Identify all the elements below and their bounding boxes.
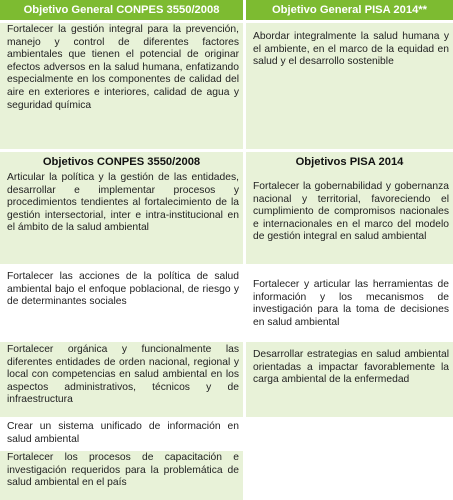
conpes-objective-text: Articular la política y la gestión de las entidades, desarrollar e implementar procesos y procedimientos tendientes al fortalecimiento de la gestión intersectorial, inter e intra-institucional en el ámbito de la salud ambiental: [7, 172, 239, 234]
general-pisa-text: Abordar integralmente la salud humana y el ambiente, en el marco de la equidad en salud y el desarrollo sostenible: [253, 31, 449, 68]
pisa-objective-item: [246, 342, 453, 417]
column-divider: [243, 0, 246, 500]
general-conpes-text: Fortalecer la gestión integral para la prevención, manejo y control de diferentes factores ambientales que tienen el potencial de originar efectos adversos en la salud humana, enfatizando especialmente en los componentes de calidad del aire en exteriores e interiores, calidad de agua y seguridad química: [7, 24, 239, 111]
pisa-objective-text: Desarrollar estrategias en salud ambiental orientadas a impactar favorablemente la carga ambiental de la enfermedad: [253, 349, 449, 386]
conpes-objective-item: [0, 267, 243, 339]
conpes-objective-text: Fortalecer las acciones de la política de salud ambiental bajo el enfoque poblacional, de riesgo y de determinantes sociales: [7, 271, 239, 308]
conpes-objective-item: [0, 171, 243, 264]
header-general-pisa: Objetivo General PISA 2014**: [246, 0, 453, 20]
conpes-objective-item: [0, 342, 243, 417]
conpes-objective-text: Fortalecer orgánica y funcionalmente las diferentes entidades de orden nacional, regional y local con competencias en salud ambiental en los aspectos administrativos, técnicos y de infraestructura: [7, 344, 239, 406]
general-pisa-cell: [246, 23, 453, 149]
pisa-empty-cell: [246, 420, 453, 500]
header-objetivos-pisa: Objetivos PISA 2014: [246, 152, 453, 171]
general-conpes-cell: [0, 23, 243, 149]
pisa-objective-item: [246, 171, 453, 264]
conpes-objective-item: [0, 451, 243, 500]
conpes-objective-text: Crear un sistema unificado de información en salud ambiental: [7, 421, 239, 445]
pisa-objective-text: Fortalecer la gobernabilidad y gobernanza nacional y territorial, favoreciendo el cumplimiento de compromisos nacionales e internacionales en el marco del modelo de gestión integral en salud ambiental: [253, 181, 449, 243]
pisa-objective-text: Fortalecer y articular las herramientas de información y los mecanismos de investigación para la toma de decisiones en salud ambiental: [253, 279, 449, 328]
conpes-objective-item: [0, 420, 243, 448]
header-objetivos-conpes: Objetivos CONPES 3550/2008: [0, 152, 243, 171]
conpes-objective-text: Fortalecer los procesos de capacitación e investigación requeridos para la problemática de salud ambiental en el país: [7, 452, 239, 489]
pisa-objective-item: [246, 267, 453, 339]
header-general-conpes: Objetivo General CONPES 3550/2008: [0, 0, 243, 20]
